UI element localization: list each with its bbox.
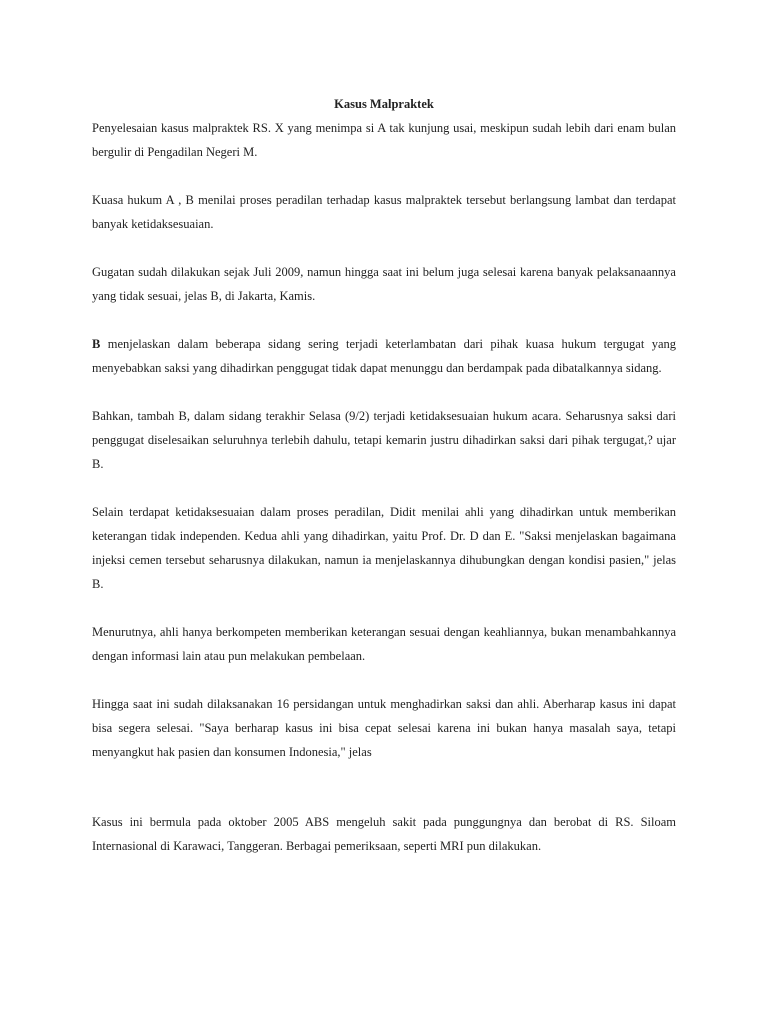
paragraph-7 — [92, 620, 676, 668]
paragraph-text: Bahkan, tambah B, dalam sidang terakhir Selasa (9/2) terjadi ketidaksesuaian hukum acara. Seharusnya saksi dari penggugat diselesaikan seluruhnya terlebih dahulu, tetapi kemarin justru dihadirkan saksi dari pihak tergugat,? ujar B. — [92, 409, 676, 471]
paragraph-8 — [92, 692, 676, 764]
paragraph-text: Penyelesaian kasus malpraktek RS. X yang menimpa si A tak kunjung usai, meskipun sudah lebih dari enam bulan bergulir di Pengadilan Negeri M. — [92, 121, 676, 159]
paragraph-text: Gugatan sudah dilakukan sejak Juli 2009, namun hingga saat ini belum juga selesai karena banyak pelaksanaannya yang tidak sesuai, jelas B, di Jakarta, Kamis. — [92, 265, 676, 303]
paragraph-3 — [92, 260, 676, 308]
paragraph-6 — [92, 500, 676, 596]
paragraph-text: Menurutnya, ahli hanya berkompeten memberikan keterangan sesuai dengan keahliannya, bukan menambahkannya dengan informasi lain atau pun melakukan pembelaan. — [92, 625, 676, 663]
document-page — [92, 96, 676, 858]
paragraph-text: menjelaskan dalam beberapa sidang sering terjadi keterlambatan dari pihak kuasa hukum tergugat yang menyebabkan saksi yang dihadirkan penggugat tidak dapat menunggu dan berdampak pada dibatalkannya sidang. — [92, 337, 676, 375]
paragraph-4 — [92, 332, 676, 380]
paragraph-text: Kuasa hukum A , B menilai proses peradilan terhadap kasus malpraktek tersebut berlangsung lambat dan terdapat banyak ketidaksesuaian. — [92, 193, 676, 231]
paragraph-9 — [92, 810, 676, 858]
paragraph-1 — [92, 116, 676, 164]
paragraph-text: Kasus ini bermula pada oktober 2005 ABS mengeluh sakit pada punggungnya dan berobat di RS. Siloam Internasional di Karawaci, Tanggeran. Berbagai pemeriksaan, seperti MRI pun dilakukan. — [92, 815, 676, 853]
document-title: Kasus Malpraktek — [334, 97, 434, 111]
paragraph-lead-bold: B — [92, 337, 101, 351]
paragraph-2 — [92, 188, 676, 236]
paragraph-5 — [92, 404, 676, 476]
paragraph-text: Selain terdapat ketidaksesuaian dalam proses peradilan, Didit menilai ahli yang dihadirkan untuk memberikan keterangan tidak independen. Kedua ahli yang dihadirkan, yaitu Prof. Dr. D dan E. "Saksi menjelaskan bagaimana injeksi cemen tersebut seharusnya dilakukan, namun ia menjelaskannya dihubungkan dengan kondisi pasien," jelas B. — [92, 505, 676, 591]
paragraph-text: Hingga saat ini sudah dilaksanakan 16 persidangan untuk menghadirkan saksi dan ahli. Aberharap kasus ini dapat bisa segera selesai. "Saya berharap kasus ini bisa cepat selesai karena ini bukan hanya masalah saya, tetapi menyangkut hak pasien dan konsumen Indonesia," jelas — [92, 697, 676, 759]
